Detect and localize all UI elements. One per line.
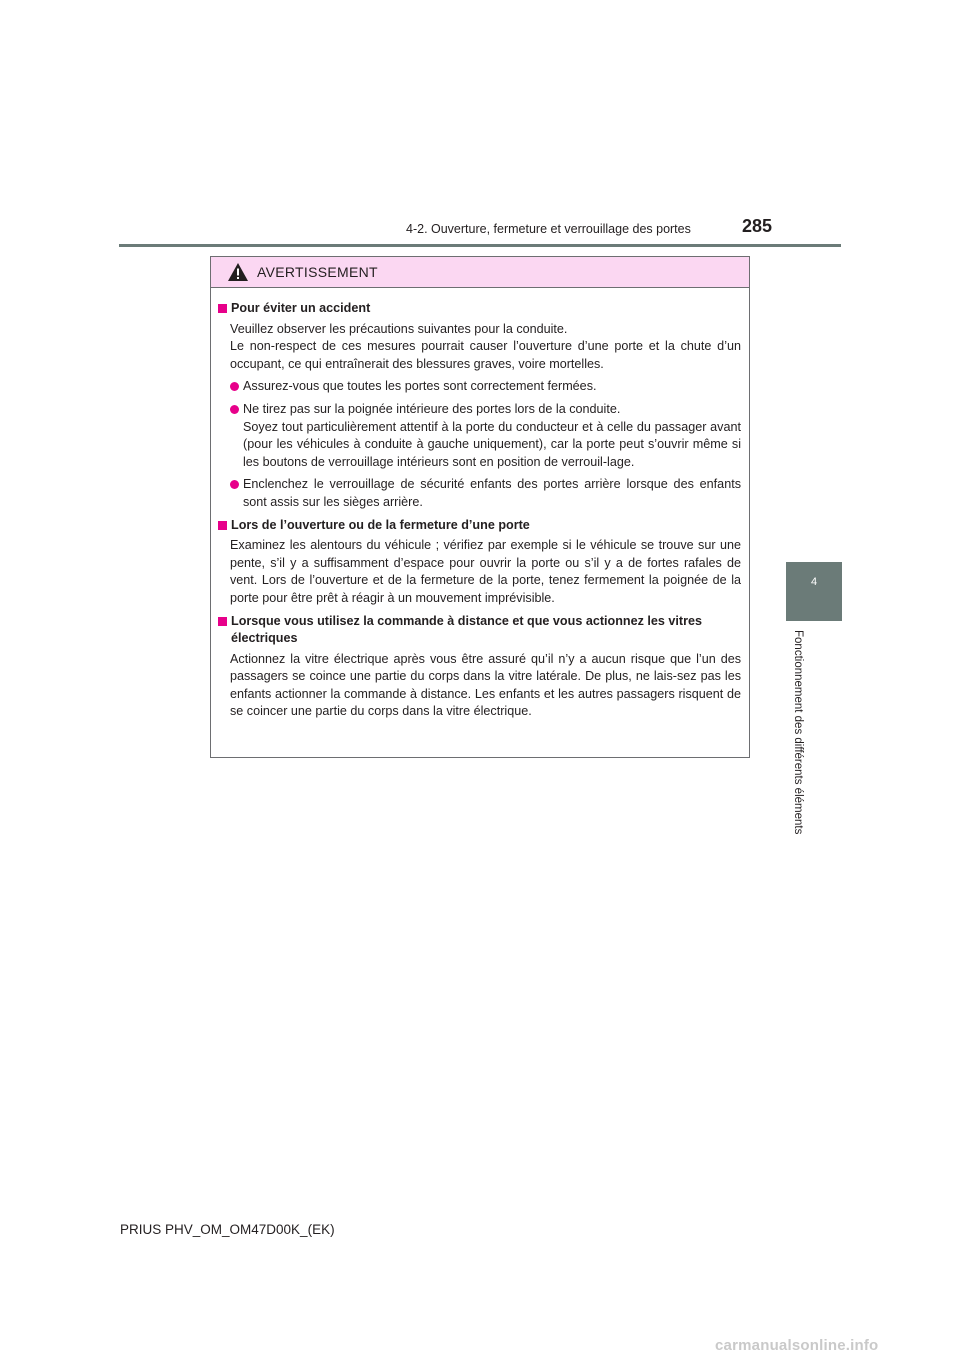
warning-box xyxy=(210,256,750,758)
section-heading-text: Lorsque vous utilisez la commande à distance et que vous actionnez les vitres électriques xyxy=(231,613,703,646)
list-item-line: Enclenchez le verrouillage de sécurité enfants des portes arrière lorsque des enfants sont assis sur les sièges arrière. xyxy=(243,477,741,509)
round-bullet-icon xyxy=(230,480,239,489)
warning-triangle-icon xyxy=(227,262,249,282)
section-heading xyxy=(218,517,741,535)
header-divider xyxy=(119,244,841,247)
paragraph xyxy=(218,651,741,721)
section-heading xyxy=(218,613,741,648)
list-item-line: Soyez tout particulièrement attentif à la porte du conducteur et à celle du passager avant (pour les véhicules à conduite à gauche uniquement), car la porte peut s’ouvrir même si les boutons de verrouillage intérieurs sont en position de verrouil-lage. xyxy=(243,419,741,469)
watermark: carmanualsonline.info xyxy=(715,1337,879,1354)
list-item xyxy=(218,476,741,511)
paragraph xyxy=(218,321,741,374)
list-item-line: Ne tirez pas sur la poignée intérieure des portes lors de la conduite. xyxy=(243,401,621,416)
chapter-title: Fonctionnement des différents éléments xyxy=(792,630,804,835)
paragraph-line: Examinez les alentours du véhicule ; vérifiez par exemple si le véhicule se trouve sur une pente, s’il y a suffisamment d’espace pour ouvrir la porte ou s’il y a de fortes rafales de vent. Lors de l’ouverture et de la fermeture de la porte, tenez fermement la poignée de la porte pour être prêt à réagir à un mouvement imprévisible. xyxy=(230,538,741,605)
list-item-text xyxy=(243,401,741,471)
square-bullet-icon xyxy=(218,521,227,530)
warning-header xyxy=(211,257,749,288)
document-code: PRIUS PHV_OM_OM47D00K_(EK) xyxy=(120,1222,335,1237)
list-item xyxy=(218,401,741,471)
chapter-tab xyxy=(786,562,842,621)
section-heading-text: Pour éviter un accident xyxy=(231,301,371,315)
square-bullet-icon xyxy=(218,304,227,313)
page-number: 285 xyxy=(742,216,773,236)
header-section-title: 4-2. Ouverture, fermeture et verrouillage des portes xyxy=(406,222,691,236)
section-heading xyxy=(218,300,741,318)
square-bullet-icon xyxy=(218,617,227,626)
list-item-text xyxy=(243,378,741,396)
warning-body xyxy=(211,288,749,721)
paragraph xyxy=(218,537,741,607)
list-item xyxy=(218,378,741,396)
round-bullet-icon xyxy=(230,382,239,391)
list-item-text xyxy=(243,476,741,511)
paragraph-line: Le non-respect de ces mesures pourrait causer l’ouverture d’une porte et la chute d’un occupant, ce qui entraînerait des blessures graves, voire mortelles. xyxy=(230,339,741,371)
warning-title: AVERTISSEMENT xyxy=(257,264,378,280)
chapter-number: 4 xyxy=(810,576,818,588)
round-bullet-icon xyxy=(230,405,239,414)
paragraph-line: Actionnez la vitre électrique après vous être assuré qu’il n’y a aucun risque que l’un des passagers se coince une partie du corps dans la vitre latérale. De plus, ne lais-sez pas les enfants actionner la commande à distance. Les enfants et les autres passagers risquent de se coincer une partie du corps dans la vitre électrique. xyxy=(230,651,741,719)
list-item-line: Assurez-vous que toutes les portes sont correctement fermées. xyxy=(243,379,597,394)
section-heading-text: Lors de l’ouverture ou de la fermeture d’une porte xyxy=(231,517,530,532)
paragraph-line: Veuillez observer les précautions suivantes pour la conduite. xyxy=(230,321,568,336)
